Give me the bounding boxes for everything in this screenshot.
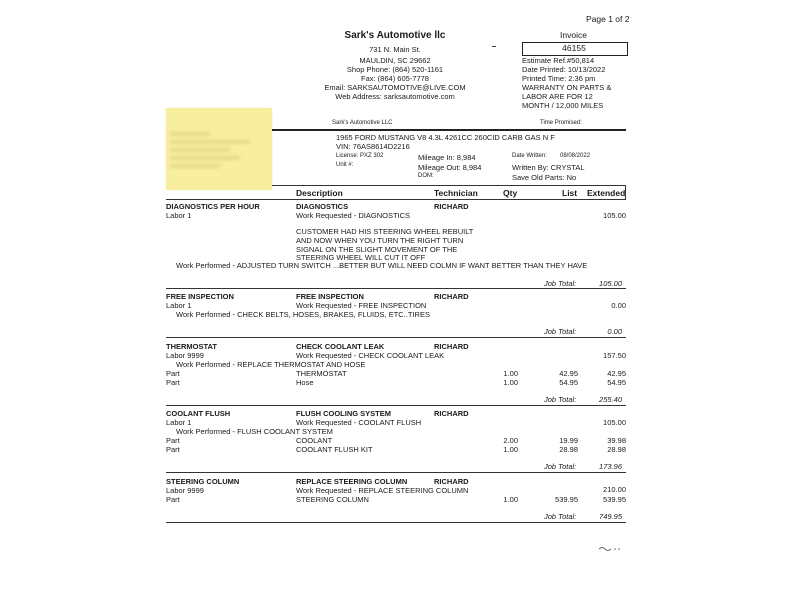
job-4-description: FLUSH COOLING SYSTEM	[296, 409, 392, 418]
columns-bottom-rule	[166, 199, 626, 200]
vehicle-vin: VIN: 76AS8614D2216	[336, 142, 410, 151]
scan-mark-icon	[598, 545, 622, 553]
save-old-parts: Save Old Parts: No	[512, 173, 577, 182]
job-4-part-2-extended: 28.98	[607, 445, 626, 454]
job-1-note-4: STEERING WHEEL WILL CUT IT OFF	[296, 253, 426, 262]
job-4-rule	[166, 472, 626, 473]
job-4-part-1-list: 19.99	[559, 436, 578, 445]
company-email: Email: SARKSAUTOMOTIVE@LIVE.COM	[324, 83, 466, 92]
job-1-description: DIAGNOSTICS	[296, 202, 349, 211]
job-2-labor-extended: 0.00	[611, 301, 626, 310]
date-written: 08/08/2022	[560, 153, 591, 159]
job-4-part-1-name: COOLANT	[296, 436, 333, 445]
job-5-title: STEERING COLUMN	[166, 477, 240, 486]
job-1-rule	[166, 288, 626, 289]
page-label: Page 1 of 2	[586, 14, 630, 24]
time-promised-label: Time Promised:	[540, 120, 582, 126]
job-2-total: 0.00	[607, 327, 622, 336]
doc-type: Invoice	[560, 30, 587, 40]
job-4-title: COOLANT FLUSH	[166, 409, 231, 418]
job-5-total-label: Job Total:	[544, 512, 577, 521]
job-5-rule	[166, 522, 626, 523]
job-5-technician: RICHARD	[434, 477, 469, 486]
company-name: Sark's Automotive llc	[344, 30, 446, 41]
job-3-total-label: Job Total:	[544, 395, 577, 404]
company-fax: Fax: (864) 605-7778	[361, 74, 429, 83]
job-4-part-1-type: Part	[166, 436, 180, 445]
job-2-performed: Work Performed - CHECK BELTS, HOSES, BRAKES, FLUIDS, ETC..TIRES	[176, 310, 430, 319]
job-4-part-1-qty: 2.00	[503, 436, 518, 445]
job-3-rule	[166, 405, 626, 406]
job-1-note-3: SIGNAL ON THE SLIGHT MOVEMENT OF THE	[296, 245, 458, 254]
date-printed: Date Printed: 10/13/2022	[522, 65, 606, 74]
job-3-technician: RICHARD	[434, 342, 469, 351]
job-5-part-1-type: Part	[166, 495, 180, 504]
mileage-in: Mileage In: 8,984	[418, 153, 476, 162]
time-printed: Printed Time: 2:36 pm	[522, 74, 596, 83]
job-3-labor: Labor 9999	[166, 351, 204, 360]
job-3-part-2-extended: 54.95	[607, 378, 626, 387]
job-2-requested: Work Requested - FREE INSPECTION	[296, 301, 427, 310]
col-qty: Qty	[503, 188, 518, 198]
job-2-total-label: Job Total:	[544, 327, 577, 336]
job-1-note-2: AND NOW WHEN YOU TURN THE RIGHT TURN	[296, 236, 464, 245]
warranty-line-2: LABOR ARE FOR 12	[522, 92, 593, 101]
job-5-part-1-list: 539.95	[555, 495, 578, 504]
date-written-label: Date Written:	[512, 153, 547, 159]
job-4-part-2-list: 28.98	[559, 445, 578, 454]
company-city: MAULDIN, SC 29662	[359, 56, 431, 65]
job-3-part-1-name: THERMOSTAT	[296, 369, 347, 378]
job-2-title: FREE INSPECTION	[166, 292, 234, 301]
job-5-total: 749.95	[599, 512, 622, 521]
estimate-ref: Estimate Ref.#50,814	[522, 56, 595, 65]
invoice-number: 46155	[562, 43, 586, 53]
dom-label: DOM:	[418, 173, 434, 179]
job-1-title: DIAGNOSTICS PER HOUR	[166, 202, 260, 211]
warranty-line-1: WARRANTY ON PARTS &	[522, 83, 612, 92]
job-3-requested: Work Requested - CHECK COOLANT LEAK	[296, 351, 445, 360]
written-by: Written By: CRYSTAL	[512, 163, 585, 172]
job-2-description: FREE INSPECTION	[296, 292, 364, 301]
job-4-technician: RICHARD	[434, 409, 469, 418]
job-5-requested: Work Requested - REPLACE STEERING COLUMN	[296, 486, 469, 495]
job-1-total-label: Job Total:	[544, 279, 577, 288]
job-5-part-1-extended: 539.95	[603, 495, 626, 504]
job-1-labor: Labor 1	[166, 211, 192, 220]
job-3-part-2-list: 54.95	[559, 378, 578, 387]
job-5-part-1-qty: 1.00	[503, 495, 518, 504]
col-right-edge	[625, 185, 626, 199]
job-3-part-1-extended: 42.95	[607, 369, 626, 378]
mileage-out: Mileage Out: 8,984	[418, 163, 482, 172]
col-extended: Extended	[587, 188, 626, 198]
job-4-part-2-name: COOLANT FLUSH KIT	[296, 445, 373, 454]
job-5-part-1-name: STEERING COLUMN	[296, 495, 369, 504]
job-3-title: THERMOSTAT	[166, 342, 217, 351]
job-3-labor-extended: 157.50	[603, 351, 626, 360]
sticky-note-redaction	[166, 108, 272, 190]
company-phone: Shop Phone: (864) 520-1161	[346, 65, 444, 74]
job-4-labor: Labor 1	[166, 418, 192, 427]
job-4-performed: Work Performed - FLUSH COOLANT SYSTEM	[176, 427, 333, 436]
job-1-performed: Work Performed - ADJUSTED TURN SWITCH ...BETTER BUT WILL NEED COLMN IF WANT BETTER THAN THEY HAVE	[176, 261, 588, 270]
vehicle-license: License: PXZ 302	[336, 153, 384, 159]
job-5-labor-extended: 210.00	[603, 485, 626, 494]
col-list: List	[562, 188, 578, 198]
job-4-total-label: Job Total:	[544, 462, 577, 471]
job-3-part-1-list: 42.95	[559, 369, 578, 378]
job-2-technician: RICHARD	[434, 292, 469, 301]
job-4-requested: Work Requested - COOLANT FLUSH	[296, 418, 422, 427]
job-3-total: 255.40	[599, 395, 622, 404]
job-5-labor: Labor 9999	[166, 486, 204, 495]
col-description: Description	[296, 188, 343, 198]
job-5-description: REPLACE STEERING COLUMN	[296, 477, 408, 486]
job-3-part-2-qty: 1.00	[503, 378, 518, 387]
job-1-technician: RICHARD	[434, 202, 469, 211]
job-4-labor-extended: 105.00	[603, 418, 626, 427]
mark-dash	[492, 46, 496, 47]
warranty-line-3: MONTH / 12,000 MILES	[522, 101, 604, 110]
small-company-name: Sark's Automotive LLC	[332, 120, 393, 126]
company-web: Web Address: sarksautomotive.com	[335, 92, 455, 101]
job-2-labor: Labor 1	[166, 301, 192, 310]
job-3-performed: Work Performed - REPLACE THERMOSTAT AND HOSE	[176, 360, 366, 369]
job-1-total: 105.00	[599, 279, 622, 288]
header-divider	[272, 129, 626, 131]
vehicle-unit: Unit #:	[336, 162, 354, 168]
job-1-requested: Work Requested - DIAGNOSTICS	[296, 211, 411, 220]
job-2-rule	[166, 337, 626, 338]
vehicle-description: 1965 FORD MUSTANG V8 4.3L 4261CC 260CID CARB GAS N F	[336, 133, 555, 142]
job-4-total: 173.96	[599, 462, 622, 471]
job-1-note-1: CUSTOMER HAD HIS STEERING WHEEL REBUILT	[296, 227, 474, 236]
job-3-part-2-name: Hose	[296, 378, 314, 387]
job-4-part-2-qty: 1.00	[503, 445, 518, 454]
job-3-part-2-type: Part	[166, 378, 180, 387]
job-3-description: CHECK COOLANT LEAK	[296, 342, 385, 351]
job-3-part-1-type: Part	[166, 369, 180, 378]
company-address: 731 N. Main St.	[369, 45, 421, 54]
col-technician: Technician	[434, 188, 478, 198]
job-4-part-1-extended: 39.98	[607, 436, 626, 445]
job-4-part-2-type: Part	[166, 445, 180, 454]
job-1-labor-extended: 105.00	[603, 211, 626, 220]
job-3-part-1-qty: 1.00	[503, 369, 518, 378]
columns-top-rule	[272, 185, 626, 186]
